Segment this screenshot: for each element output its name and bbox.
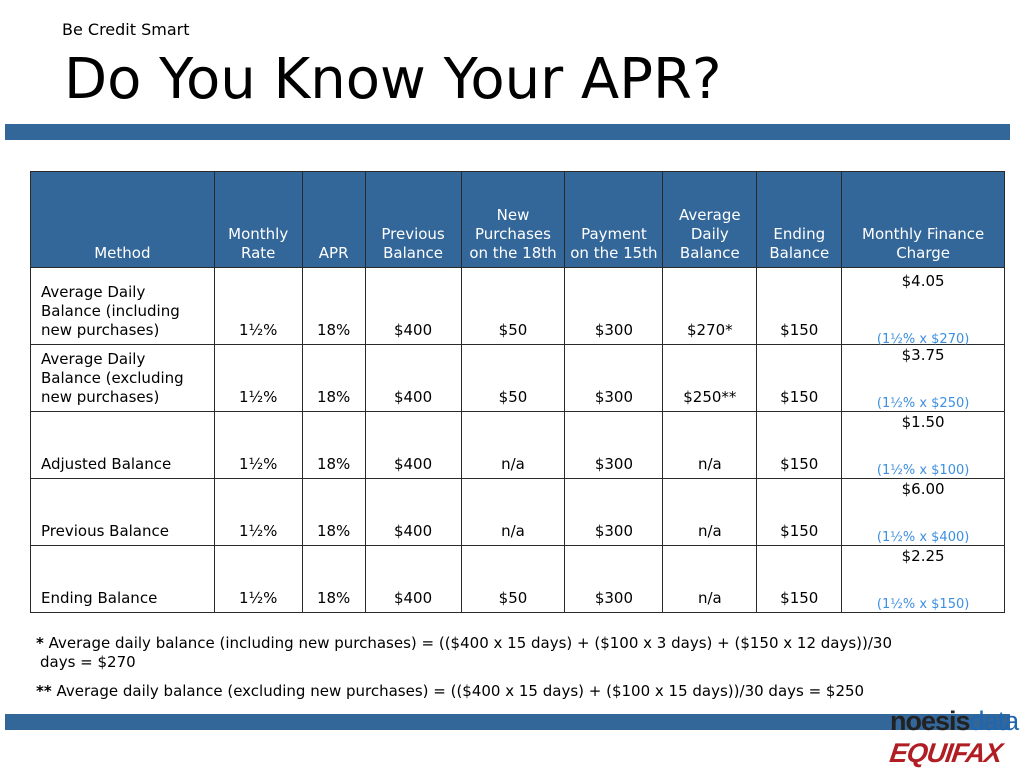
- ending-balance-cell: $150: [757, 268, 842, 345]
- payment-cell: $300: [565, 345, 663, 412]
- header-finance-charge: Monthly Finance Charge: [842, 172, 1005, 268]
- finance-charge-cell: [842, 268, 1005, 345]
- ending-balance-cell: $150: [757, 479, 842, 546]
- finance-charge-cell: [842, 412, 1005, 479]
- apr-cell: 18%: [302, 345, 365, 412]
- footnote-single-asterisk: [36, 634, 976, 672]
- monthly-rate-cell: 1½%: [214, 268, 302, 345]
- equifax-logo: EQUIFAX: [887, 738, 1004, 768]
- payment-cell: $300: [565, 268, 663, 345]
- footnote-text: Average daily balance (excluding new purchases) = (($400 x 15 days) + ($100 x 15 days))/30 days = $250: [56, 682, 865, 700]
- previous-balance-cell: $400: [365, 268, 461, 345]
- payment-cell: $300: [565, 546, 663, 613]
- finance-charge-cell: [842, 479, 1005, 546]
- new-purchases-cell: n/a: [461, 479, 565, 546]
- finance-charge-amount: $2.25: [901, 547, 945, 565]
- table-row: [31, 412, 1005, 479]
- table-row: [31, 268, 1005, 345]
- new-purchases-cell: n/a: [461, 412, 565, 479]
- average-daily-balance-cell: $250**: [663, 345, 757, 412]
- average-daily-balance-cell: n/a: [663, 412, 757, 479]
- footnote-marker: **: [36, 682, 52, 700]
- finance-charge-formula: (1½% x $250): [876, 396, 970, 411]
- method-cell: Average Daily Balance (including new purchases): [31, 268, 215, 345]
- new-purchases-cell: $50: [461, 268, 565, 345]
- average-daily-balance-cell: n/a: [663, 546, 757, 613]
- bottom-rule: [5, 714, 1010, 730]
- previous-balance-cell: $400: [365, 546, 461, 613]
- header-ending-balance: Ending Balance: [757, 172, 842, 268]
- monthly-rate-cell: 1½%: [214, 345, 302, 412]
- finance-charge-formula: (1½% x $100): [876, 463, 970, 478]
- header-monthly-rate: Monthly Rate: [214, 172, 302, 268]
- previous-balance-cell: $400: [365, 479, 461, 546]
- apr-cell: 18%: [302, 412, 365, 479]
- ending-balance-cell: $150: [757, 412, 842, 479]
- finance-charge-cell: [842, 345, 1005, 412]
- header-payment: Payment on the 15th: [565, 172, 663, 268]
- logo-group: [888, 704, 1024, 768]
- method-cell: Average Daily Balance (excluding new purchases): [31, 345, 215, 412]
- method-cell: Ending Balance: [31, 546, 215, 613]
- monthly-rate-cell: 1½%: [214, 412, 302, 479]
- average-daily-balance-cell: n/a: [663, 479, 757, 546]
- header-new-purchases: New Purchases on the 18th: [461, 172, 565, 268]
- table-header-row: [31, 172, 1005, 268]
- finance-charge-cell: [842, 546, 1005, 613]
- ending-balance-cell: $150: [757, 546, 842, 613]
- average-daily-balance-cell: $270*: [663, 268, 757, 345]
- new-purchases-cell: $50: [461, 345, 565, 412]
- finance-charge-formula: (1½% x $270): [876, 332, 970, 347]
- monthly-rate-cell: 1½%: [214, 546, 302, 613]
- finance-charge-amount: $6.00: [901, 480, 945, 498]
- top-rule: [5, 124, 1010, 140]
- method-cell: Adjusted Balance: [31, 412, 215, 479]
- footnote-marker: *: [36, 634, 44, 652]
- table-row: [31, 479, 1005, 546]
- apr-cell: 18%: [302, 479, 365, 546]
- finance-charge-formula: (1½% x $400): [876, 530, 970, 545]
- slide-kicker: Be Credit Smart: [62, 20, 190, 39]
- new-purchases-cell: $50: [461, 546, 565, 613]
- header-average-daily-balance: Average Daily Balance: [663, 172, 757, 268]
- apr-cell: 18%: [302, 268, 365, 345]
- apr-comparison-table: [30, 171, 1005, 613]
- method-cell: Previous Balance: [31, 479, 215, 546]
- table-row: [31, 546, 1005, 613]
- finance-charge-formula: (1½% x $150): [876, 597, 970, 612]
- apr-cell: 18%: [302, 546, 365, 613]
- finance-charge-amount: $4.05: [901, 272, 945, 290]
- finance-charge-amount: $1.50: [901, 413, 945, 431]
- header-previous-balance: Previous Balance: [365, 172, 461, 268]
- footnote-continuation: days = $270: [40, 653, 136, 671]
- header-apr: APR: [302, 172, 365, 268]
- previous-balance-cell: $400: [365, 345, 461, 412]
- slide-title: Do You Know Your APR?: [64, 47, 722, 112]
- payment-cell: $300: [565, 412, 663, 479]
- table-row: [31, 345, 1005, 412]
- noesisdata-logo: [890, 706, 1018, 736]
- footnote-text: Average daily balance (including new purchases) = (($400 x 15 days) + ($100 x 3 days) + ($150 x 12 days))/30: [48, 634, 893, 652]
- finance-charge-amount: $3.75: [901, 346, 945, 364]
- footnote-double-asterisk: [36, 682, 976, 701]
- previous-balance-cell: $400: [365, 412, 461, 479]
- data-wordmark: data: [969, 706, 1019, 736]
- header-method: Method: [31, 172, 215, 268]
- monthly-rate-cell: 1½%: [214, 479, 302, 546]
- ending-balance-cell: $150: [757, 345, 842, 412]
- payment-cell: $300: [565, 479, 663, 546]
- noesis-wordmark: noesis: [890, 706, 970, 736]
